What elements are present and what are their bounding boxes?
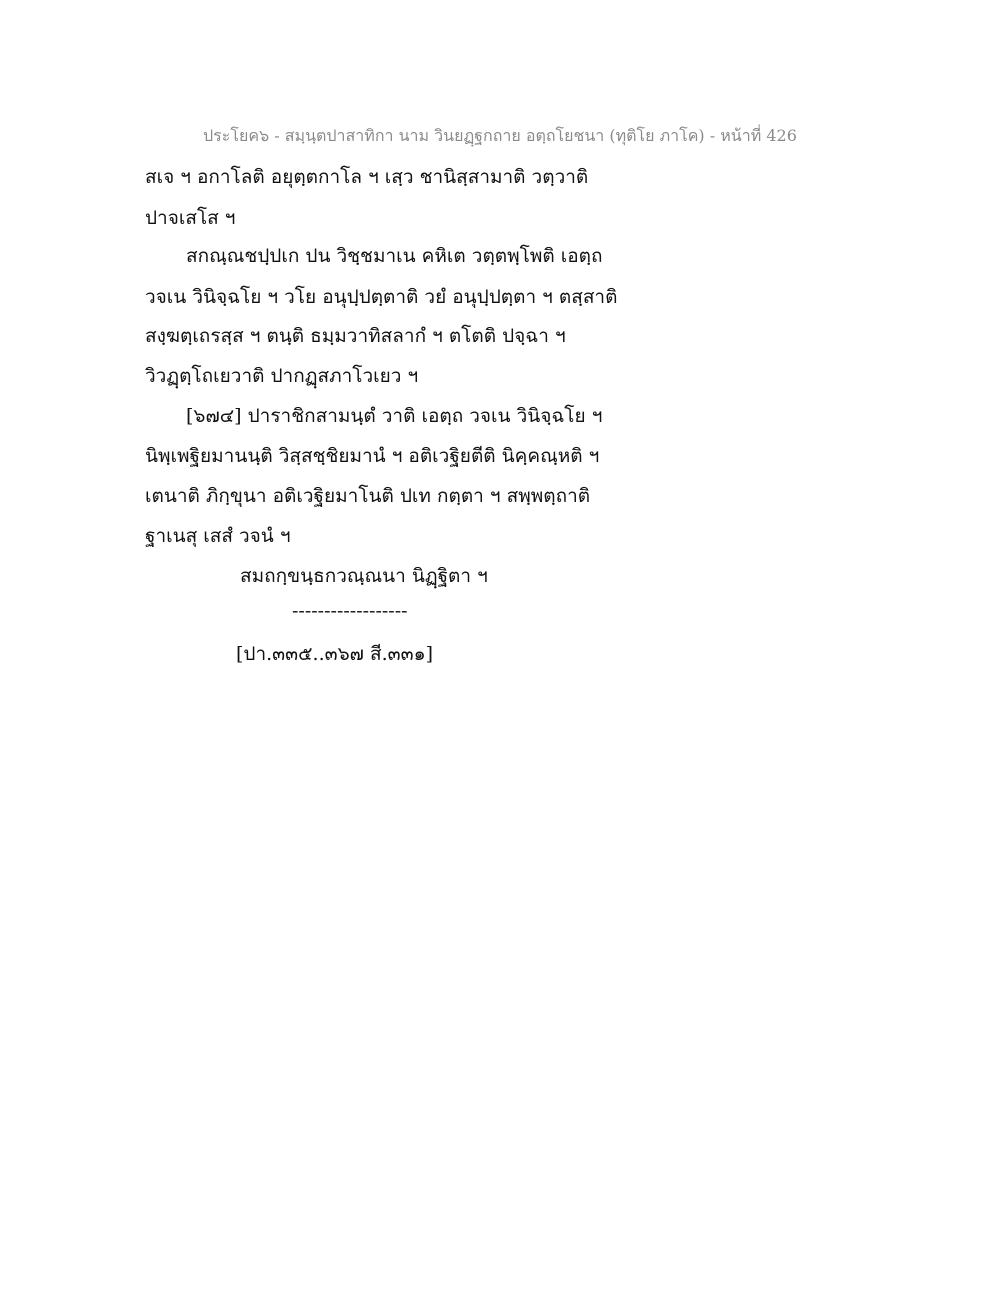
text-line: สงฺฆตฺเถรสฺส ฯ ตนฺติ ธมฺมวาทิสลากํ ฯ ตโตติ ปจฺฉา ฯ (145, 325, 566, 347)
paragraph-first-line: สกณฺณชปฺปเก ปน วิชฺชมาเน คหิเต วตฺตพฺโพติ เอตฺถ (186, 245, 603, 267)
paragraph-first-line: [๖๗๔] ปาราชิกสามนฺตํ วาติ เอตฺถ วจเน วินิจฺฉโย ฯ (186, 405, 603, 427)
page-reference: [ปา.๓๓๕..๓๖๗ สี.๓๓๑] (236, 643, 434, 665)
text-line: วจเน วินิจฺฉโย ฯ วโย อนุปฺปตฺตาติ วยํ อนุปฺปตฺตา ฯ ตสฺสาติ (145, 286, 618, 308)
section-closing-title: สมถกฺขนฺธกวณฺณนา นิฏฺฐิตา ฯ (240, 565, 488, 587)
running-header: ประโยค๖ - สมฺนฺตปาสาทิกา นาม วินยฏฺฐกถาย อตฺถโยชนา (ทุติโย ภาโค) - หน้าที่ 426 (203, 126, 797, 145)
text-line: ปาจเสโส ฯ (145, 207, 236, 229)
text-line: นิพฺเพฐิยมานนฺติ วิสฺสชฺชิยมานํ ฯ อติเวฐิยตีติ นิคฺคณฺหติ ฯ (145, 445, 600, 467)
text-line: วิวฏฺตฺโถเยวาติ ปากฏฺสภาโวเยว ฯ (145, 365, 419, 387)
text-line: สเจ ฯ อกาโลติ อยุตฺตกาโล ฯ เสฺว ชานิสฺสามาติ วตฺวาติ (145, 166, 589, 188)
separator-line: ------------------ (292, 600, 408, 622)
text-line: เตนาติ ภิกฺขุนา อติเวฐิยมาโนติ ปเท กตฺตา ฯ สพฺพตฺถาติ (145, 485, 591, 507)
text-line: ฐาเนสุ เสสํ วจนํ ฯ (145, 525, 291, 547)
